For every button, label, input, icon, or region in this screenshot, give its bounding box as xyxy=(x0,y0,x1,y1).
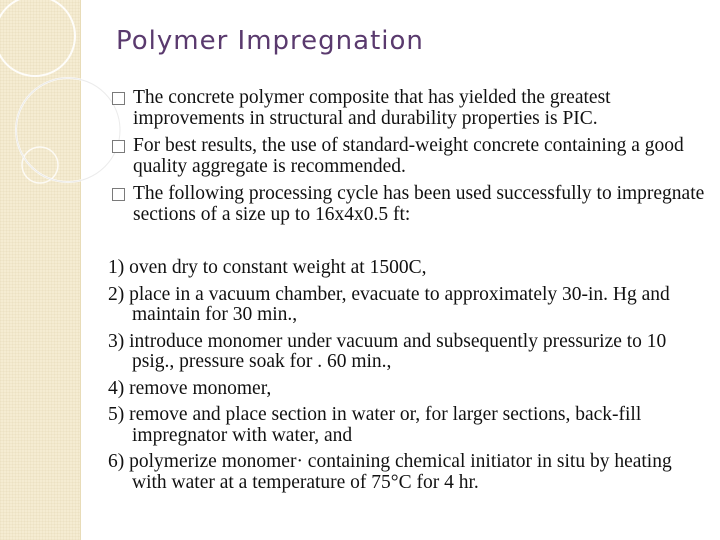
bullet-item xyxy=(112,87,712,129)
bullet-text: For best results, the use of standard-weight concrete containing a good quality aggregate is recommended. xyxy=(133,135,684,177)
checkbox-bullet-icon xyxy=(112,92,125,105)
step-item: 6) polymerize monomer· containing chemical initiator in situ by heating with water at a temperature of 75°C for 4 hr. xyxy=(108,451,672,493)
slide-title: Polymer Impregnation xyxy=(116,26,424,56)
step-item: 4) remove monomer, xyxy=(108,377,272,399)
step-item: 2) place in a vacuum chamber, evacuate to approximately 30-in. Hg and maintain for 30 min., xyxy=(108,283,670,325)
bullet-item xyxy=(112,183,712,225)
step-item: 1) oven dry to constant weight at 1500C, xyxy=(108,257,427,278)
checkbox-bullet-icon xyxy=(112,188,125,201)
bullet-text: The concrete polymer composite that has yielded the greatest improvements in structural and durability properties is PIC. xyxy=(133,87,611,129)
bullet-item xyxy=(112,135,712,177)
bullet-list xyxy=(112,87,712,231)
process-steps xyxy=(108,258,708,499)
step-item: 3) introduce monomer under vacuum and subsequently pressurize to 10 psig., pressure soak for . 60 min., xyxy=(108,330,667,372)
checkbox-bullet-icon xyxy=(112,140,125,153)
step-item: 5) remove and place section in water or, for larger sections, back-fill impregnator with water, and xyxy=(108,404,642,446)
bullet-text: The following processing cycle has been used successfully to impregnate sections of a size up to 16x4x0.5 ft: xyxy=(133,183,705,225)
